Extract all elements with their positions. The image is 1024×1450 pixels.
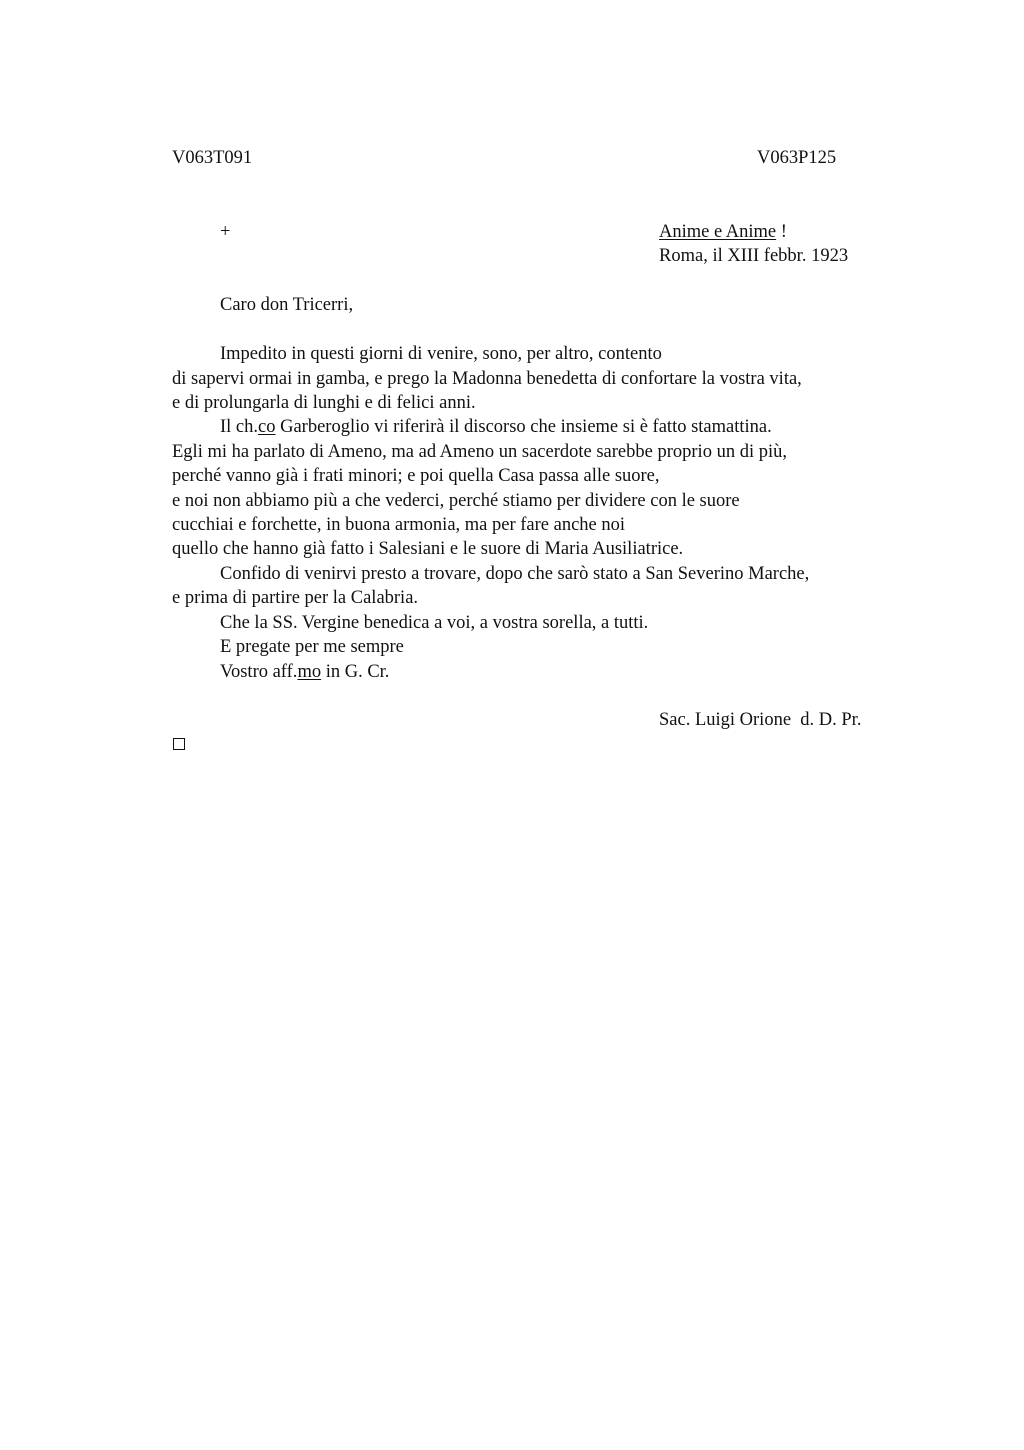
- body-line: e di prolungarla di lunghi e di felici anni.: [172, 393, 476, 413]
- body-line: e noi non abbiamo più a che vederci, perché stiamo per dividere con le suore: [172, 491, 740, 511]
- body-line: Impedito in questi giorni di venire, sono, per altro, contento: [220, 344, 662, 364]
- abbreviation-superscript: mo: [297, 662, 322, 682]
- body-text: Vostro aff.: [220, 662, 298, 682]
- motto-underlined: Anime e Anime: [659, 222, 777, 242]
- body-text: Il ch.: [220, 417, 259, 437]
- body-text: Garberoglio vi riferirà il discorso che insieme si è fatto stamattina.: [275, 417, 772, 437]
- abbreviation-superscript: co: [258, 417, 276, 437]
- salutation: Caro don Tricerri,: [220, 295, 354, 315]
- document-code-left: V063T091: [172, 148, 253, 168]
- body-line: Confido di venirvi presto a trovare, dopo che sarò stato a San Severino Marche,: [220, 564, 810, 584]
- body-line: e prima di partire per la Calabria.: [172, 588, 419, 608]
- motto: [659, 220, 787, 244]
- body-text: in G. Cr.: [321, 662, 390, 682]
- signature: Sac. Luigi Orione d. D. Pr.: [659, 710, 862, 730]
- body-line: [220, 415, 772, 439]
- body-line: cucchiai e forchette, in buona armonia, ma per fare anche noi: [172, 515, 626, 535]
- body-line: quello che hanno già fatto i Salesiani e le suore di Maria Ausiliatrice.: [172, 539, 684, 559]
- body-line: perché vanno già i frati minori; e poi quella Casa passa alle suore,: [172, 466, 660, 486]
- body-line: Che la SS. Vergine benedica a voi, a vostra sorella, a tutti.: [220, 613, 649, 633]
- place-date: Roma, il XIII febbr. 1923: [659, 246, 849, 266]
- document-code-right: V063P125: [757, 148, 837, 168]
- body-line: Egli mi ha parlato di Ameno, ma ad Ameno un sacerdote sarebbe proprio un di più,: [172, 442, 787, 462]
- cross-mark: +: [220, 222, 231, 242]
- motto-suffix: !: [776, 222, 787, 242]
- body-line: di sapervi ormai in gamba, e prego la Madonna benedetta di confortare la vostra vita,: [172, 369, 802, 389]
- closing-line: [220, 660, 389, 684]
- body-line: E pregate per me sempre: [220, 637, 404, 657]
- checkbox-icon: [173, 738, 185, 750]
